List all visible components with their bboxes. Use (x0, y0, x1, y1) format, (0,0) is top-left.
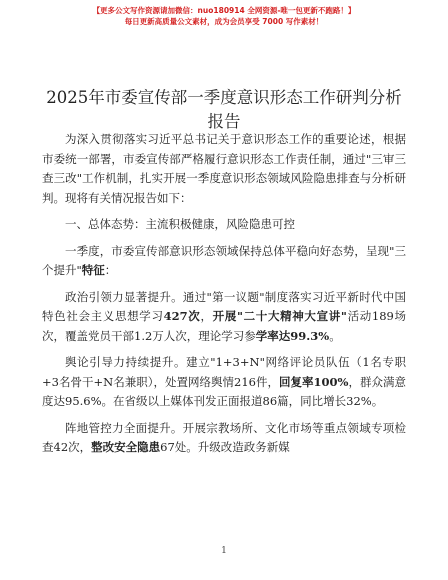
public-opinion-paragraph (42, 353, 406, 412)
page-number: 1 (221, 546, 227, 556)
promo-banner (0, 5, 448, 27)
p1-bold-f: 学率达99.3% (255, 328, 330, 343)
p1-bold-b: 427次 (163, 309, 201, 323)
p3-text-c: 67处。升级改造政务新媒 (160, 440, 290, 454)
lead-bold-text: 特征 (81, 263, 105, 277)
p1-text-e: 活动189场次，覆盖党员干部1.2万人次，理论学习参 (42, 309, 407, 343)
political-guidance-paragraph (42, 288, 406, 347)
p3-text-a: 阵地管控力全面提升。开展宗教场所、文化市场等重点领域专项检查42次， (42, 420, 406, 454)
p1-text-c: ， (200, 309, 213, 323)
document-body (42, 130, 406, 465)
p3-bold-b: 整改安全隐患 (91, 440, 161, 454)
p2-text-c: ，群众满意度达95.6%。在省级以上媒体刊发正面报道86篇，同比增长32%。 (42, 374, 407, 408)
position-control-paragraph (42, 419, 406, 458)
lead-text: 一季度，市委宣传部意识形态领域保持总体平稳向好态势，呈现"三个提升" (42, 243, 406, 277)
p1-bold-d: 开展"二十大精神大宣讲" (212, 309, 347, 323)
p1-text-a: 政治引领力显著提升。通过"第一议题"制度落实习近平新时代中国特色社会主义思想学习 (42, 289, 406, 323)
section-heading-1: 一、总体态势：主流积极健康，风险隐患可控 (65, 217, 295, 231)
lead-text-end: ： (104, 263, 117, 277)
section-lead-paragraph (42, 242, 406, 281)
p2-bold-b: 回复率100% (279, 374, 349, 389)
intro-paragraph: 为深入贯彻落实习近平总书记关于意识形态工作的重要论述，根据市委统一部署，市委宣传部严格履行意识形态工作责任制，通过"三审三查三改"工作机制，扎实开展一季度意识形态领域风险隐患排查与分析研判。现将有关情况报告如下： (42, 132, 406, 205)
promo-banner-line-1: 【更多公文写作资源请加微信：nuo180914 全网资源-唯一包更新不跑路！】 (92, 6, 356, 15)
promo-banner-line-2: 每日更新高质量公文素材，成为会员享受 7000 写作素材！ (124, 17, 324, 26)
p1-text-g: 。 (329, 328, 341, 343)
p2-text-a: 舆论引导力持续提升。建立"1+3+N"网络评论员队伍（1名专职+3名骨干+N名兼职），处置网络舆情216件， (42, 355, 406, 389)
document-title: 2025年市委宣传部一季度意识形态工作研判分析报告 (46, 88, 402, 131)
